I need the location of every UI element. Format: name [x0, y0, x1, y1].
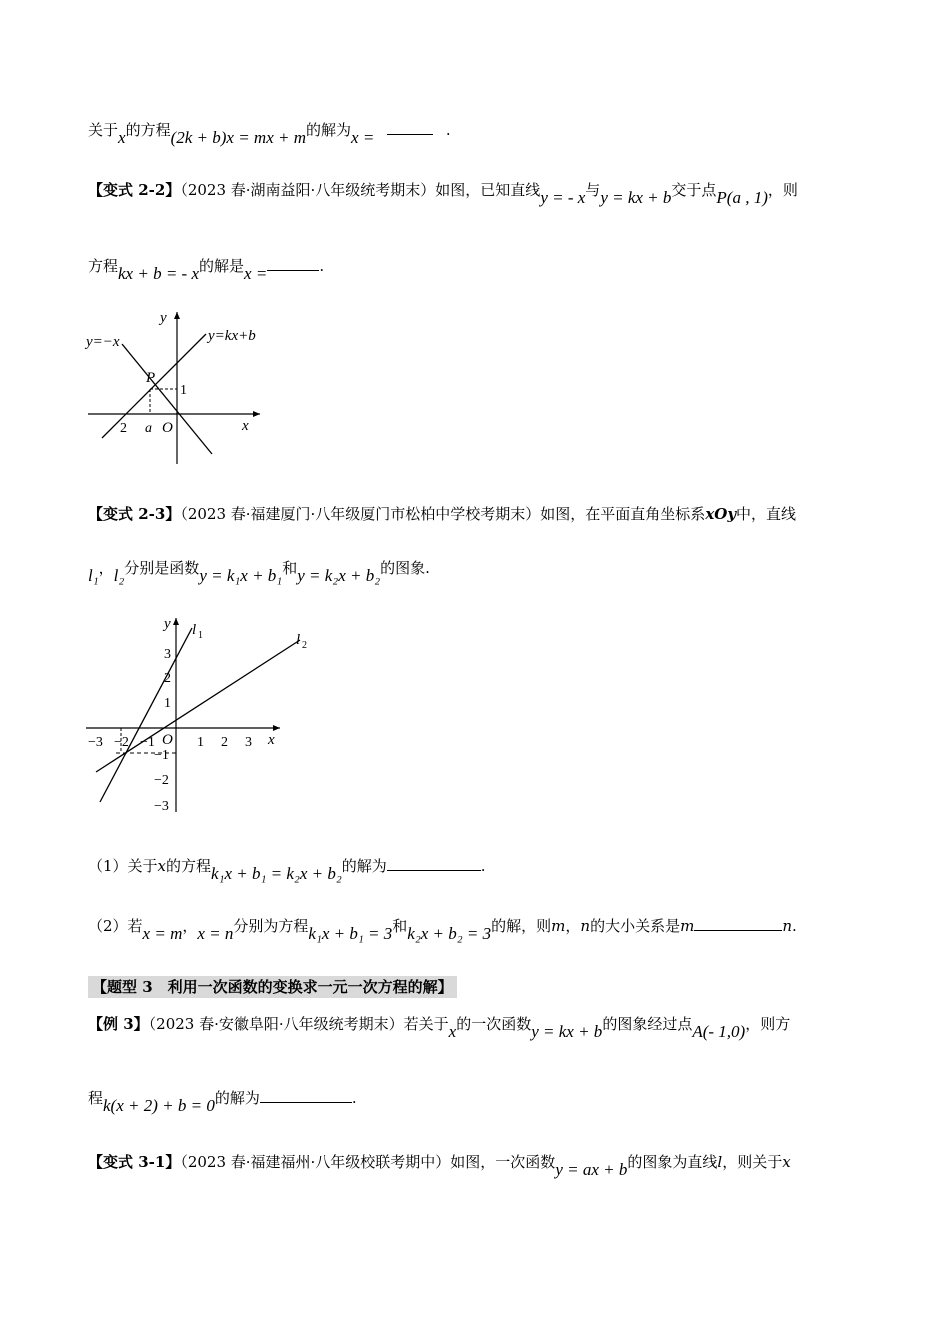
math-function: y = ax + b — [555, 1160, 628, 1179]
math-answer-prefix: x = — [351, 128, 375, 147]
figure-two-lines — [84, 612, 324, 822]
text: ， — [565, 917, 581, 935]
math-l1: l₁ — [88, 566, 99, 585]
math-function2: y = k₂x + b₂ — [297, 566, 381, 585]
text: 交于点 — [671, 181, 717, 199]
variant-tag: 【变式 3-1】 — [88, 1153, 181, 1171]
text: 的图象. — [380, 559, 430, 577]
question-line-1 — [88, 120, 451, 147]
text: 分别为方程 — [233, 917, 309, 935]
y-tick: −2 — [154, 773, 169, 788]
math-function1: y = k₁x + b₁ — [199, 566, 283, 585]
math-l2: l₂ — [113, 566, 125, 585]
text: 的图象为直线 — [627, 1153, 718, 1171]
text: 和 — [282, 559, 298, 577]
variant-tag: 【变式 2-3】 — [88, 505, 181, 523]
text: （2）若 — [88, 917, 143, 935]
question-line-5 — [88, 558, 430, 585]
text: 方程 — [88, 257, 119, 275]
text: 的图象经过点 — [602, 1015, 693, 1033]
axis-label-x: x — [268, 732, 275, 748]
text: 的解为 — [306, 121, 352, 139]
line-l1 — [100, 628, 192, 802]
math-equation: k(x + 2) + b = 0 — [103, 1096, 215, 1115]
text: 程 — [88, 1089, 104, 1107]
math-m: m — [551, 917, 566, 935]
label-line2: y=kx+b — [208, 328, 256, 344]
math-point: P(a , 1) — [716, 188, 768, 207]
x-tick: 2 — [221, 735, 228, 750]
math-point: A(- 1,0) — [692, 1022, 746, 1041]
example-tag: 【例 3】 — [88, 1015, 149, 1033]
axis-label-x: x — [242, 418, 249, 434]
math-xoy: xOy — [705, 505, 737, 523]
y-axis-arrow — [174, 312, 180, 319]
axis-label-y: y — [164, 616, 171, 632]
text: 的方程 — [125, 121, 171, 139]
text: . — [445, 121, 451, 139]
answer-blank[interactable] — [260, 1088, 352, 1103]
text: ，则关于 — [722, 1153, 783, 1171]
x-tick: 1 — [197, 735, 204, 750]
tick-1: 1 — [180, 383, 187, 398]
math-equation1: k₁x + b₁ = 3 — [308, 924, 393, 943]
text: 与 — [585, 181, 601, 199]
math-x-m: x = m — [142, 924, 183, 943]
question-line-9 — [88, 1088, 357, 1115]
text: ，则方 — [745, 1015, 791, 1033]
text: （2023 春·安徽阜阳·八年级统考期末）若关于 — [148, 1015, 449, 1033]
math-line1: y = - x — [540, 188, 586, 207]
label-line1: y=−x — [86, 334, 120, 350]
math-function: y = kx + b — [531, 1022, 603, 1041]
question-line-7 — [88, 916, 797, 943]
question-line-10 — [88, 1152, 791, 1179]
answer-blank[interactable] — [267, 256, 319, 271]
math-x-n: x = n — [197, 924, 234, 943]
text: 分别是函数 — [124, 559, 200, 577]
text: 的解，则 — [491, 917, 552, 935]
x-tick: −1 — [140, 735, 155, 750]
section-heading: 【题型 3 利用一次函数的变换求一元一次方程的解】 — [88, 976, 457, 998]
text: （2023 春·福建福州·八年级校联考期中）如图，一次函数 — [180, 1153, 556, 1171]
label-l1-subscript: 1 — [198, 630, 203, 641]
x-tick: 3 — [245, 735, 252, 750]
label-l2-subscript: 2 — [302, 640, 307, 651]
y-tick: −3 — [154, 799, 169, 814]
x-tick: −3 — [88, 735, 103, 750]
text: ，则 — [767, 181, 798, 199]
question-line-8 — [88, 1014, 791, 1041]
answer-blank[interactable] — [694, 916, 782, 931]
origin-label: O — [162, 420, 173, 436]
x-axis-arrow — [273, 725, 280, 731]
math-n: n — [580, 917, 591, 935]
question-line-4 — [88, 504, 796, 524]
text: （2023 春·湖南益阳·八年级统考期末）如图，已知直线 — [180, 181, 541, 199]
answer-blank[interactable] — [387, 120, 433, 135]
text: 的一次函数 — [456, 1015, 532, 1033]
y-tick: 3 — [164, 647, 171, 662]
question-line-2 — [88, 180, 798, 207]
tick-2: 2 — [120, 421, 127, 436]
math-x: x — [157, 857, 167, 875]
variant-tag: 【变式 2-2】 — [88, 181, 181, 199]
math-x: x — [782, 1153, 791, 1171]
text: 的解是 — [199, 257, 245, 275]
x-tick: −2 — [114, 735, 129, 750]
question-line-6 — [88, 856, 486, 883]
math-x: x — [448, 1022, 457, 1041]
y-tick: 1 — [164, 696, 171, 711]
math-equation: k₁x + b₁ = k₂x + b₂ — [211, 864, 342, 883]
text: . — [792, 917, 797, 935]
label-point-p: P — [146, 370, 156, 386]
math-equation2: k₂x + b₂ = 3 — [407, 924, 492, 943]
text: 的解为 — [341, 857, 387, 875]
text: 的解为 — [214, 1089, 260, 1107]
text: ， — [182, 917, 198, 935]
question-line-3 — [88, 256, 325, 283]
text: ， — [98, 559, 114, 577]
label-l2: l — [296, 632, 301, 648]
math-m: m — [680, 917, 695, 935]
label-l1: l — [192, 622, 197, 638]
text: 和 — [392, 917, 408, 935]
text: （1）关于 — [88, 857, 158, 875]
y-tick: −1 — [154, 748, 169, 763]
text: . — [351, 1089, 357, 1107]
math-x: x — [118, 128, 126, 147]
math-line2: y = kx + b — [600, 188, 672, 207]
line-l2 — [96, 640, 300, 772]
math-equation: kx + b = - x — [118, 264, 200, 283]
math-equation: (2k + b)x = mx + m — [170, 128, 307, 147]
origin-label: O — [162, 732, 173, 748]
tick-a: a — [145, 421, 152, 436]
y-axis-arrow — [173, 618, 179, 625]
text: 关于 — [88, 121, 119, 139]
figure-lines-intersection — [84, 306, 284, 466]
axis-label-y: y — [160, 310, 167, 326]
text: 的方程 — [166, 857, 212, 875]
y-tick: 2 — [164, 671, 171, 686]
line-y-neg-x — [122, 344, 212, 454]
math-n: n — [782, 917, 792, 935]
math-answer-prefix: x = — [244, 264, 268, 283]
text: . — [319, 257, 325, 275]
text: 的大小关系是 — [590, 917, 681, 935]
text: . — [480, 857, 486, 875]
answer-blank[interactable] — [387, 856, 481, 871]
x-axis-arrow — [253, 411, 260, 417]
text: 中，直线 — [736, 505, 797, 523]
math-l: l — [717, 1153, 723, 1171]
text: （2023 春·福建厦门·八年级厦门市松柏中学校考期末）如图，在平面直角坐标系 — [180, 505, 706, 523]
